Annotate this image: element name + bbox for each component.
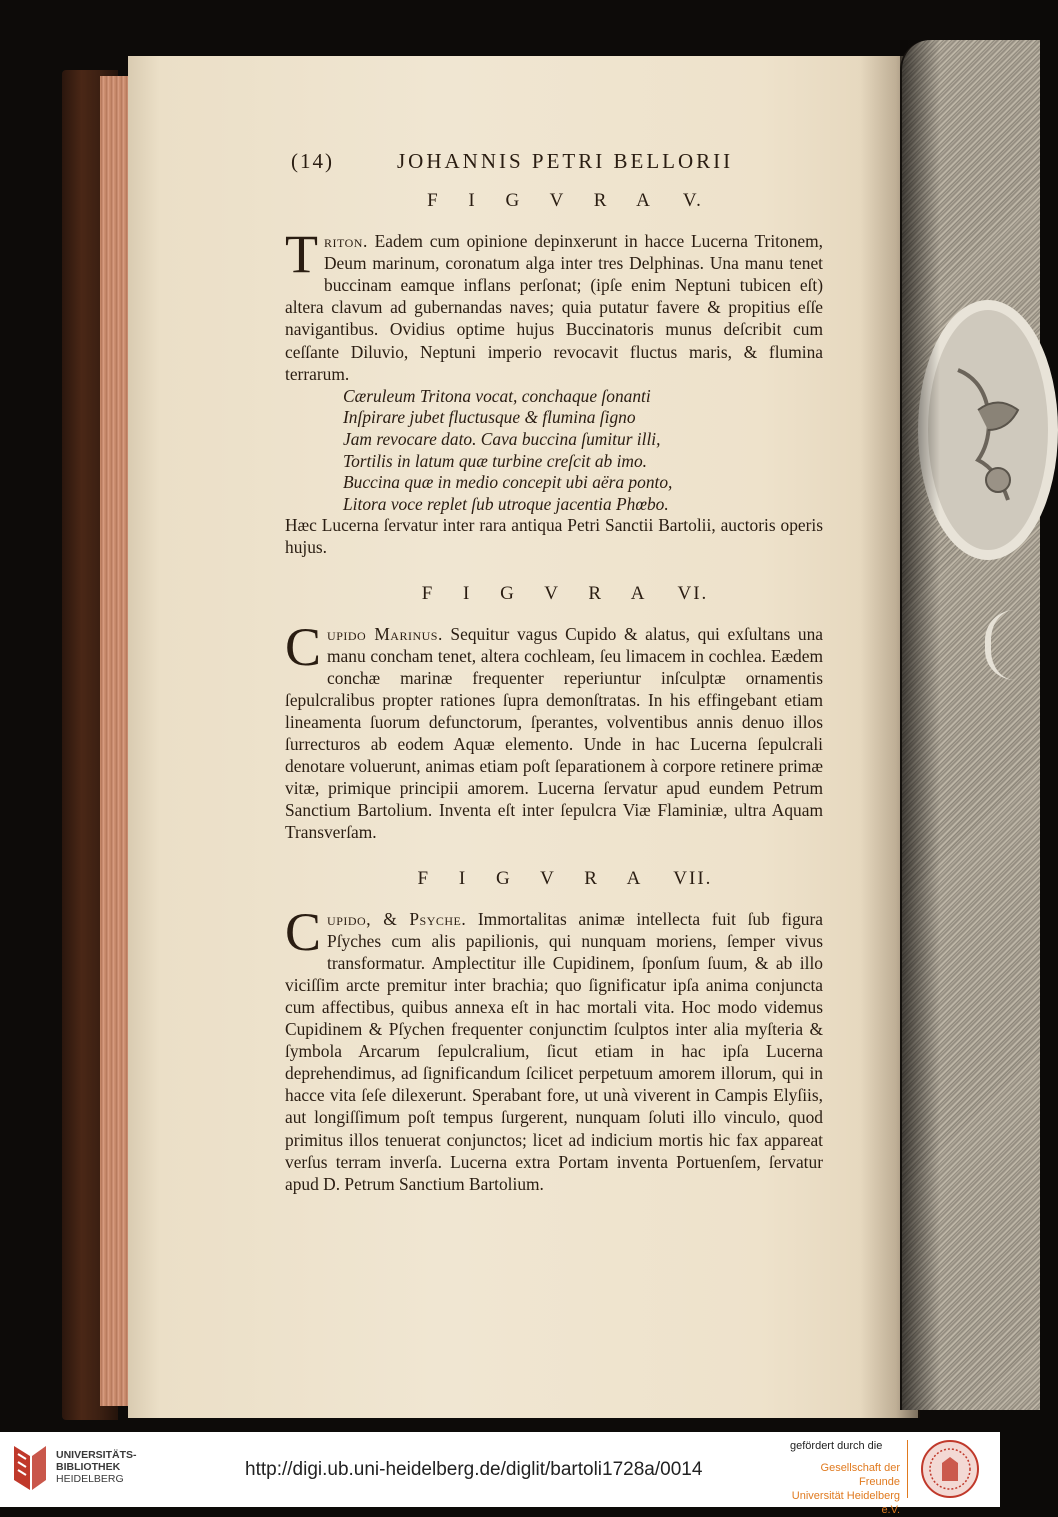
library-name[interactable]: UNIVERSITÄTS- BIBLIOTHEK HEIDELBERG [56,1449,137,1485]
drop-cap: C [285,901,322,962]
permalink-url[interactable]: http://digi.ub.uni-heidelberg.de/diglit/bartoli1728a/0014 [245,1459,703,1480]
section-heading-v [285,190,823,212]
verse-line: Inſpirare jubet fluctusque & flumina ſigno [343,407,636,428]
heading-roman: VII. [673,867,713,889]
lead-words: upido Marinus. [327,623,443,644]
verse-line: Jam revocare dato. Cava buccina ſumitur illi, [343,428,661,449]
lead-words: riton. [324,231,368,252]
viewer-footer [0,1432,1000,1516]
society-seal-icon[interactable] [920,1439,980,1499]
heading-roman: VI. [677,582,709,604]
paragraph-cupido-marinus [285,616,823,844]
sponsor-label: gefördert durch die [790,1440,883,1452]
heading-label: F I G V R A [427,190,663,211]
drop-cap: C [285,616,322,677]
paragraph-body: Immortalitas animæ intellecta fuit ſub figura Pſyches cum alis papilionis, qui nunquam moriens, ſemper vivus transformatur. Amplectitur ille Cupidinem, ſponſum ſuum, & ab illo viciſſim arcte premitur inter brachia; quo ſignificatur ipſa anima conjuncta cum affectibus, quibus annexa eſt in hac mortali vita. Hoc modo videmus Cupidinem & Pſychen frequenter conjunctim ſculptos inter alia myſteria & ſymbola Arcarum ſepulcralium, ſicut etiam in hac ipſa Lucerna deprehendimus, ad ſignificandum ſcilicet perpetuum amorem illorum, qui in hacce vita ſeſe dilexerunt. Sperabant fore, ut unà viverent in Campis Elyſiis, aut longiſſimum poſt tempus ſurgerent, nunquam ſoluti illo vinculo, quod primitus illos tenuerat conjunctos; licet ad indicium mortis hic fax appareat verſus terram inverſa. Lucerna extra Portam inventa Portuenſem, ſervatur apud D. Petrum Sanctium Bartolium. [285,908,823,1194]
sponsor-name[interactable]: Gesellschaft der Freunde Universität Heidelberg e.V. [791,1462,900,1516]
plate-shadow [900,40,940,1410]
verse-line: Cæruleum Tritona vocat, conchaque ſonanti [343,385,651,406]
drop-cap: T [285,224,318,285]
heading-label: F I G V R A [417,867,654,889]
paragraph-body: Sequitur vagus Cupido & alatus, qui exſultans una manu concham tenet, altera cochleam, ſeu limacem in cochlea. Eædem conchæ marinæ frequenter reperiuntur inſculptæ ornamentis ſepulcralibus propter rationes ſupra demonſtratas. In his effingebant etiam lineamenta ſuorum defunctorum, ſperantes, volventibus annis denuo illos ſurrecturos ab eodem Aquæ elemento. Unde in hac Lucerna ſepulcrali denotare voluerunt, animas etiam poſt ſeparationem à corpore retinere primæ vitæ, primique principii amorem. Lucerna ſervatur apud eundem Petrum Sanctium Bartolium. Inventa eſt inter ſepulcra Viæ Flaminiæ, ultra Aquam Transverſam. [285,623,823,843]
university-library-logo-icon[interactable] [10,1442,50,1494]
paragraph-cupido-psyche [285,901,823,1195]
verse-line: Litora voce replet ſub utroque jacentia Phœbo. [343,493,669,514]
running-title: JOHANNIS PETRI BELLORII [397,149,734,173]
verse-line: Buccina quæ in medio concepit ubi aëra ponto, [343,472,673,493]
heading-label: F I G V R A [421,582,658,604]
paragraph-triton [285,224,823,385]
section-heading-vi [285,583,823,605]
section-heading-vii [285,868,823,890]
heading-roman: V. [682,190,703,211]
running-head [285,148,823,182]
footer-divider [907,1440,908,1498]
paragraph-body: Eadem cum opinione depinxerunt in hacce Lucerna Tritonem, Deum marinum, coronatum alga inter tres Delphinas. Una manu tenet buccinam eamque inflans perſonat; (ipſe enim Neptuni tubicen eſt) altera clavum ad gubernandas naves; quia putatur favere & propitius eſſe navigantibus. Ovidius optime hujus Buccinatoris munus deſcribit cum ceſſante Diluvio, Neptuni imperio revocavit fluctus maris, & flumina terrarum. [285,231,823,384]
page-text-block [285,148,823,1195]
page-number: (14) [291,149,334,173]
paragraph-closing: Hæc Lucerna ſervatur inter rara antiqua Petri Sanctii Bartolii, auctoris operis hujus. [285,515,823,558]
verse-quotation [285,385,823,515]
lead-words: upido, & Psyche. [327,908,467,929]
verse-line: Tortilis in latum quæ turbine creſcit ab imo. [343,450,648,471]
